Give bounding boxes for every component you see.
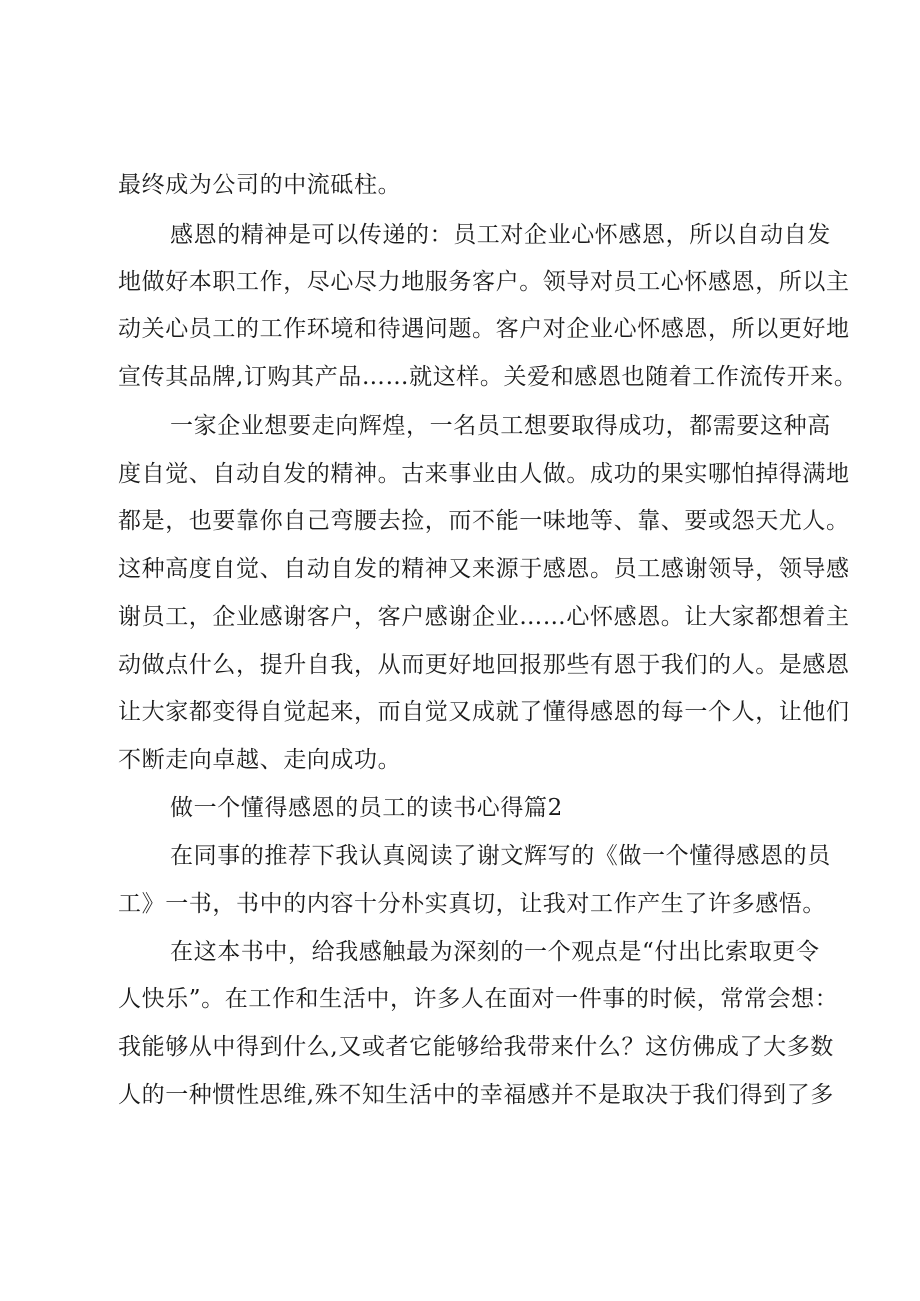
paragraph-line: 一家企业想要走向辉煌，一名员工想要取得成功，都需要这种高	[170, 413, 831, 439]
paragraph-line: 不断走向卓越、走向成功。	[118, 747, 402, 773]
paragraph-line: 人的一种惯性思维,殊不知生活中的幸福感并不是取决于我们得到了多	[118, 1082, 834, 1108]
paragraph-line: 动做点什么，提升自我，从而更好地回报那些有恩于我们的人。是感恩	[118, 652, 850, 678]
section-heading: 做一个懂得感恩的员工的读书心得篇2	[170, 795, 563, 821]
paragraph-line: 动关心员工的工作环境和待遇问题。客户对企业心怀感恩，所以更好地	[118, 316, 850, 342]
paragraph-line: 人快乐”。在工作和生活中，许多人在面对一件事的时候，常常会想：	[118, 986, 839, 1012]
paragraph-line: 最终成为公司的中流砥柱。	[118, 172, 402, 198]
paragraph-line: 在这本书中，给我感触最为深刻的一个观点是“付出比索取更令	[170, 939, 820, 965]
paragraph-line: 度自觉、自动自发的精神。古来事业由人做。成功的果实哪怕掉得满地	[118, 461, 850, 487]
paragraph-line: 让大家都变得自觉起来，而自觉又成就了懂得感恩的每一个人，让他们	[118, 699, 850, 725]
paragraph-line: 都是，也要靠你自己弯腰去捡，而不能一味地等、靠、要或怨天尤人。	[118, 508, 850, 534]
paragraph-line: 地做好本职工作，尽心尽力地服务客户。领导对员工心怀感恩，所以主	[118, 269, 850, 295]
paragraph-line: 感恩的精神是可以传递的：员工对企业心怀感恩，所以自动自发	[170, 222, 831, 248]
paragraph-line: 这种高度自觉、自动自发的精神又来源于感恩。员工感谢领导，领导感	[118, 556, 850, 582]
paragraph-line: 工》一书，书中的内容十分朴实真切，让我对工作产生了许多感悟。	[118, 891, 826, 917]
document-page	[118, 0, 858, 1301]
paragraph-line: 我能够从中得到什么,又或者它能够给我带来什么？这仿佛成了大多数	[118, 1034, 834, 1060]
paragraph-line: 宣传其品牌,订购其产品……就这样。关爱和感恩也随着工作流传开来。	[118, 364, 858, 390]
paragraph-line: 在同事的推荐下我认真阅读了谢文辉写的《做一个懂得感恩的员	[170, 843, 831, 869]
paragraph-line: 谢员工，企业感谢客户，客户感谢企业……心怀感恩。让大家都想着主	[118, 604, 850, 630]
